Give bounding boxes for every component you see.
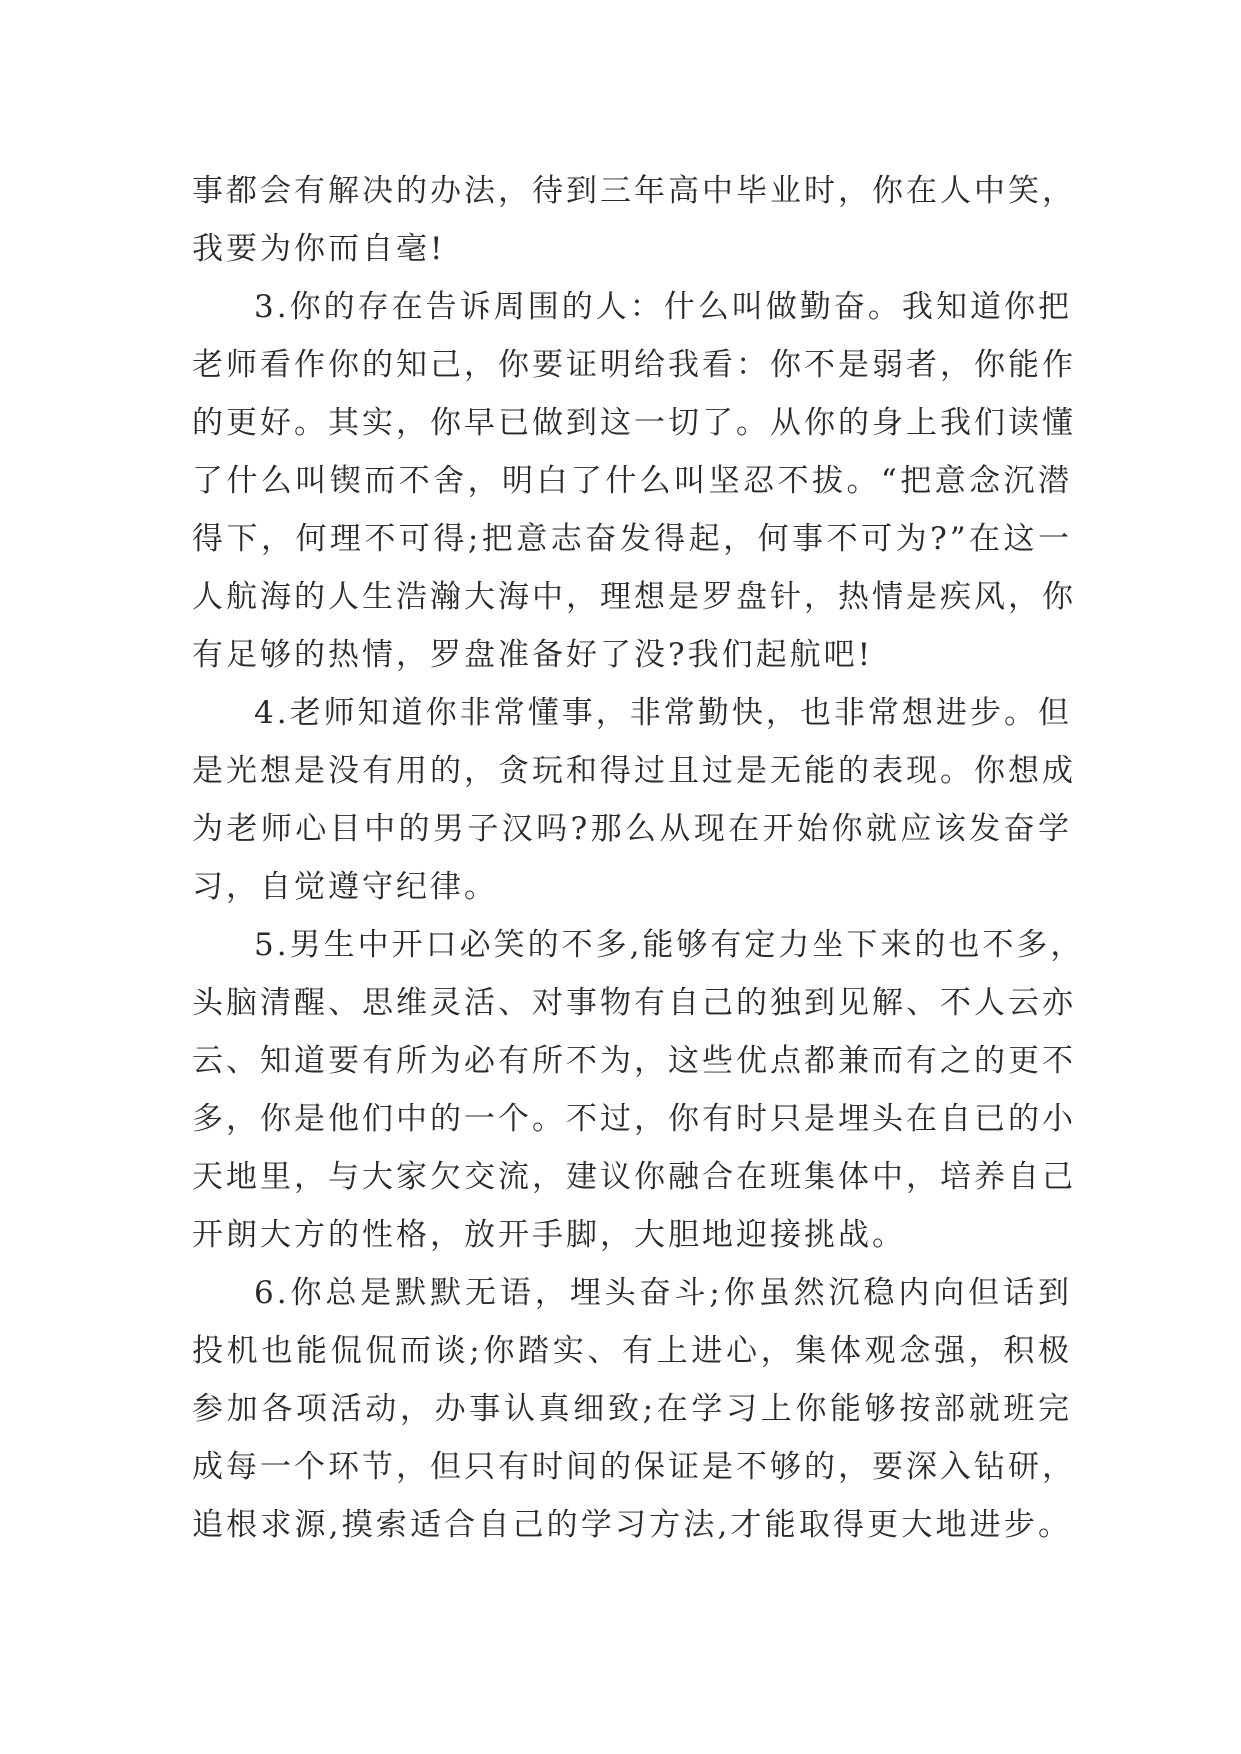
text-line: 的更好。其实，你早已做到这一切了。从你的身上我们读懂 (192, 405, 1076, 441)
text-line: 是光想是没有用的，贪玩和得过且过是无能的表现。你想成 (192, 753, 1076, 789)
text-line: 参加各项活动，办事认真细致;在学习上你能够按部就班完 (192, 1391, 1072, 1427)
text-line: 我要为你而自毫! (192, 231, 446, 267)
text-line: 头脑清醒、思维灵活、对事物有自己的独到见解、不人云亦 (192, 985, 1076, 1021)
document-body (192, 162, 1085, 1554)
text-line: 了什么叫锲而不舍，明白了什么叫坚忍不拔。“把意念沉潜 (192, 463, 1072, 499)
text-line: 多，你是他们中的一个。不过，你有时只是埋头在自已的小 (192, 1101, 1076, 1137)
text-line: 3.你的存在告诉周围的人：什么叫做勤奋。我知道你把 (254, 289, 1072, 325)
text-line: 云、知道要有所为必有所不为，这些优点都兼而有之的更不 (192, 1043, 1076, 1079)
text-line: 天地里，与大家欠交流，建议你融合在班集体中，培养自己 (192, 1159, 1076, 1195)
text-line: 为老师心目中的男子汉吗?那么从现在开始你就应该发奋学 (192, 811, 1072, 847)
text-line: 习，自觉遵守纪律。 (192, 869, 498, 905)
text-line: 6.你总是默默无语，埋头奋斗;你虽然沉稳内向但话到 (254, 1275, 1072, 1311)
text-line: 5.男生中开口必笑的不多,能够有定力坐下来的也不多， (254, 927, 1085, 963)
text-line: 成每一个环节，但只有时间的保证是不够的，要深入钻研， (192, 1449, 1076, 1485)
text-line: 事都会有解决的办法，待到三年高中毕业时，你在人中笑， (192, 173, 1076, 209)
text-line: 得下，何理不可得;把意志奋发得起，何事不可为?”在这一 (192, 521, 1072, 557)
text-line: 追根求源,摸索适合自己的学习方法,才能取得更大地进步。 (192, 1507, 1072, 1543)
text-line: 投机也能侃侃而谈;你踏实、有上进心，集体观念强，积极 (192, 1333, 1072, 1369)
text-line: 4.老师知道你非常懂事，非常勤快，也非常想进步。但 (254, 695, 1072, 731)
text-line: 人航海的人生浩瀚大海中，理想是罗盘针，热情是疾风，你 (192, 579, 1076, 615)
text-line: 老师看作你的知己，你要证明给我看：你不是弱者，你能作 (192, 347, 1076, 383)
text-line: 有足够的热情，罗盘准备好了没?我们起航吧! (192, 637, 874, 673)
text-line: 开朗大方的性格，放开手脚，大胆地迎接挑战。 (192, 1217, 906, 1253)
